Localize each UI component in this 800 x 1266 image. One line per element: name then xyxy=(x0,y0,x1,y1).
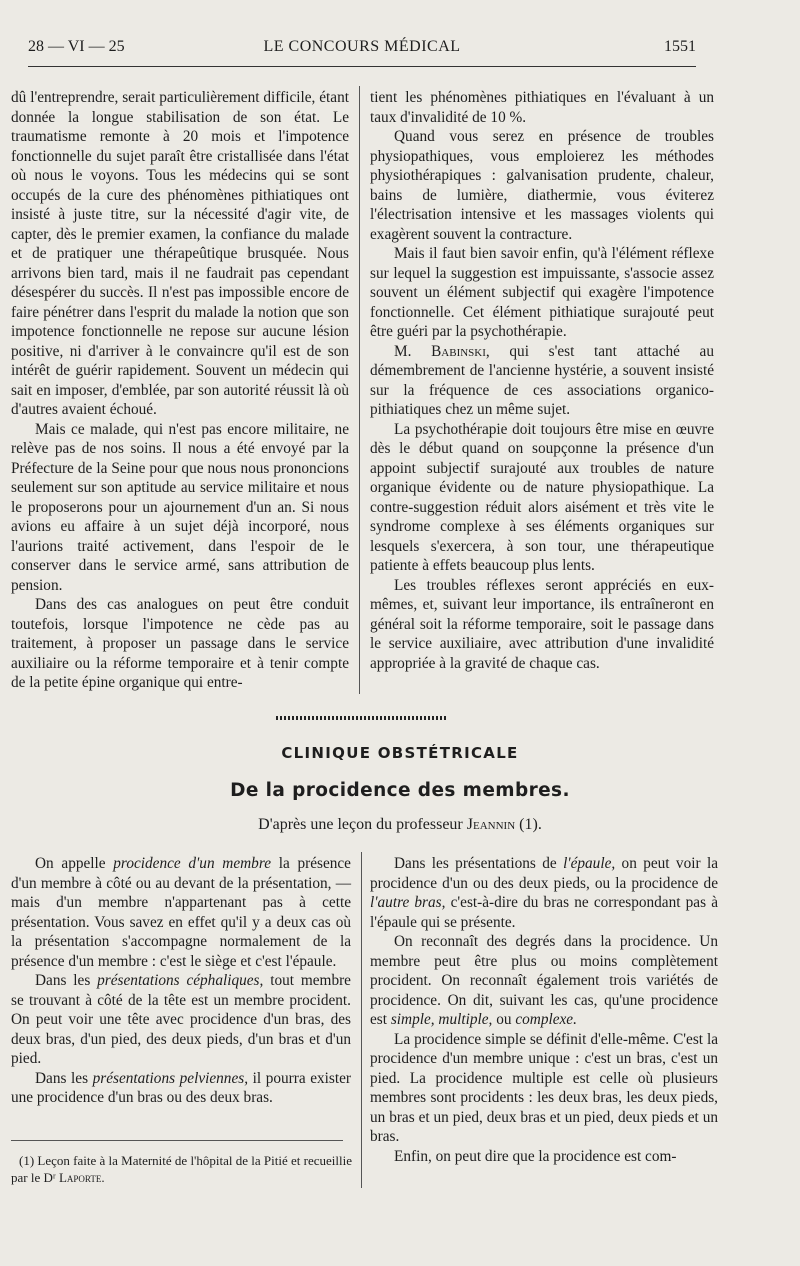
text-run: il pourra exister une procidence d'un bras ou des deux bras. xyxy=(11,1069,351,1106)
ornamental-divider xyxy=(276,716,448,720)
text-run: (1) Leçon faite à la Maternité de l'hôpital de la Pitié et recueillie par le Dʳ xyxy=(11,1153,352,1185)
emphasis: multiple, xyxy=(438,1011,493,1028)
subtitle-suffix: (1). xyxy=(515,816,542,833)
left-column-top xyxy=(11,88,349,693)
paragraph xyxy=(11,1069,351,1108)
paragraph: Mais ce malade, qui n'est pas encore militaire, ne relève pas de nos soins. Il nous a été envoyé par la Préfecture de la Seine pour que nous nous prononcions seulement sur son aptitude au service militaire et nous le proposerons pour un ajournement d'un an. Si nous avions eu affaire à un sujet déjà incorporé, nous l'aurions traité activement, dans l'espoir de le conserver dans le service armé, sans attribution de pension. xyxy=(11,420,349,594)
babinski-name: Babinski, xyxy=(431,342,490,360)
paragraph: On reconnaît des degrés dans la procidence. Un membre peut être plus ou moins complètement procident. On reconnaît également trois variétés de procidence. On dit, suivant les cas, qu'une procidence est simple, multiple, ou complexe. xyxy=(370,933,718,1028)
text-run: Dans les présentations de xyxy=(394,855,564,872)
paragraph: La procidence simple se définit d'elle-même. C'est la procidence d'un membre unique : c'est un bras, c'est un pied. La procidence multiple est celle où plusieurs membres sont procidents : les deux bras, les deux pieds, un bras et un pied, deux bras et un pied, deux pieds et un bras. xyxy=(370,1030,718,1145)
footnote xyxy=(11,1152,353,1186)
paragraph: tient les phénomènes pithiatiques en l'évaluant à un taux d'invalidité de 10 %. xyxy=(370,89,714,126)
emphasis: présentations céphaliques, xyxy=(97,972,264,989)
emphasis: procidence d'un membre xyxy=(113,855,272,872)
text-run: Dans les xyxy=(35,972,98,989)
issue-date: 28 — VI — 25 xyxy=(28,38,125,55)
subtitle-prefix: D'après une leçon du professeur xyxy=(258,816,467,833)
footnote-text xyxy=(11,1152,353,1186)
paragraph xyxy=(11,971,351,1069)
paragraph: Mais il faut bien savoir enfin, qu'à l'élément réflexe sur lequel la suggestion est impuissante, s'associe assez souvent un élément subjectif qui exagère l'impotence fonctionnelle. Cet élément pithiatique surajouté peut être guéri par la psychothérapie. xyxy=(370,245,714,340)
page-header xyxy=(28,38,696,68)
page-number: 1551 xyxy=(664,38,696,55)
text-run: c'est-à-dire du bras ne correspondant pas à l'épaule qui se présente. xyxy=(370,894,718,931)
column-divider-bottom xyxy=(361,852,362,1188)
text-run: tout membre se trouvant à côté de la tête est un membre procident. On peut voir une tête avec procidence d'un bras, des deux bras, d'un pied, des deux pieds, d'un bras et d'un pied. xyxy=(11,972,351,1067)
section-heading: CLINIQUE OBSTÉTRICALE xyxy=(281,744,519,762)
article-title: De la procidence des membres. xyxy=(230,780,570,801)
column-divider-top xyxy=(359,86,360,694)
footnote-rule xyxy=(11,1140,343,1141)
paragraph: La psychothérapie doit toujours être mise en œuvre dès le début quand on soupçonne la présence d'un appoint subjectif surajouté aux troubles de nature organique évidente ou de nature physiopathique. La contre-suggestion réduit alors aisément et très vite le syndrome complexe à ses éléments organiques sur lesquels s'exercera, à son tour, une thérapeutique patiente à effets beaucoup plus lents. xyxy=(370,420,714,574)
emphasis: l'autre bras, xyxy=(370,894,446,911)
text-run: On reconnaît des degrés dans la procidence. Un membre peut être plus ou moins complètement procident. On reconnaît également trois variétés de procidence. On dit, suivant les cas, qu'une procidence est xyxy=(370,933,718,1028)
header-rule xyxy=(28,66,696,67)
emphasis: présentations pelviennes, xyxy=(92,1069,249,1087)
paragraph: Quand vous serez en présence de troubles physiopathiques, vous emploierez les méthodes physiothérapiques : galvanisation prudente, chaleur, bains de lumière, diathermie, vous éviterez l'électrisation intensive et les massages violents qui exagèrent souvent la contracture. xyxy=(370,128,714,243)
emphasis: complexe. xyxy=(515,1011,577,1028)
text-run: la présence d'un membre à côté ou au devant de la présentation, — mais d'un membre n'appartenant pas à cette présentation. Vous savez en effet qu'il y a deux cas où la présentation s'accompagne normalement de la présence d'un membre : c'est le siège et c'est l'épaule. xyxy=(11,855,351,970)
paragraph xyxy=(11,854,351,971)
author-name: Jeannin xyxy=(466,816,516,833)
emphasis: l'épaule, xyxy=(563,855,616,872)
paragraph: Dans des cas analogues on peut être conduit toutefois, lorsque l'impotence ne cède pas au traitement, à proposer un passage dans le service auxiliaire ou la réforme temporaire et à tenir compte de la petite épine organique qui entre- xyxy=(11,596,349,691)
paragraph: Les troubles réflexes seront appréciés en eux-mêmes, et, suivant leur importance, ils entraîneront en général soit la réforme temporaire, soit le passage dans le service auxiliaire, avec attribution d'une invalidité appropriée à la gravité de chaque cas. xyxy=(370,576,714,672)
right-column-top xyxy=(370,88,714,673)
emphasis: simple, xyxy=(390,1011,435,1028)
right-column-bottom xyxy=(370,854,718,1166)
left-column-bottom xyxy=(11,854,351,1108)
journal-title: LE CONCOURS MÉDICAL xyxy=(263,38,461,55)
text-run: Dans les xyxy=(35,1069,93,1087)
paragraph: dû l'entreprendre, serait particulièrement difficile, étant donnée la longue stabilisation de son état. Le traumatisme remonte à 20 mois et l'impotence fonctionnelle du sujet paraît être cristallisée dans l'état où nous le voyons. Tous les médecins qui se sont occupés de la cure des phénomènes pithiatiques ont insisté à juste titre, sur la nécessité d'agir vite, de capter, dès le premier examen, la confiance du malade et de pratiquer une thérapeûtique brusquée. Nous arrivons bien tard, mais il ne faudrait pas cependant désespérer du succès. Il n'est pas impossible encore de faire pénétrer dans l'esprit du malade la notion que son impotence fonctionnelle ne repose sur aucune lésion positive, ni d'arriver à le convaincre qu'il est de son intérêt de guérir rapidement. Souvent un médecin qui sait en imposer, d'emblée, par son autorité réussit là où d'autres avaient échoué. xyxy=(11,89,349,418)
paragraph xyxy=(370,854,718,932)
article-subtitle xyxy=(0,816,800,834)
babinski-prefix: M. xyxy=(394,342,432,360)
paragraph: Enfin, on peut dire que la procidence est com- xyxy=(394,1147,677,1165)
text-run: on peut voir la procidence d'un ou des deux pieds, ou la procidence de xyxy=(370,855,718,892)
paragraph xyxy=(370,342,714,420)
babinski-text: qui s'est tant attaché au démembrement de l'ancienne hystérie, a souvent insisté sur la fréquence de ces associations organico-pithiatiques chez un même sujet. xyxy=(370,342,714,418)
text-run: On appelle xyxy=(35,855,114,872)
footnote-name: Laporte. xyxy=(58,1170,105,1185)
